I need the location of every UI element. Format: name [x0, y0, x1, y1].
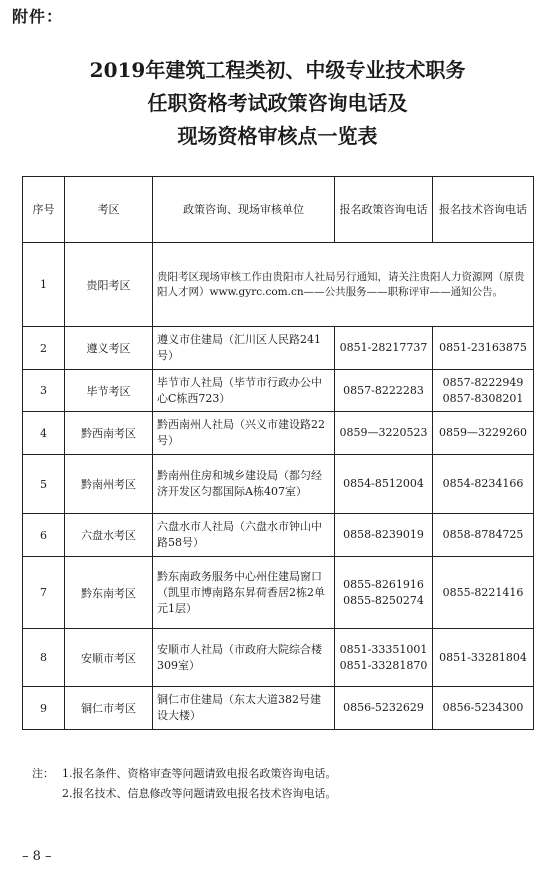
- row-unit: 安顺市人社局（市政府大院综合楼309室）: [153, 629, 335, 687]
- page-number: – 8 –: [22, 849, 52, 864]
- table-row: [23, 514, 534, 557]
- title-line-3: 现场资格审核点一览表: [177, 124, 378, 148]
- row-policy-phone: [335, 687, 433, 730]
- table-row: [23, 557, 534, 629]
- row-district: 安顺市考区: [65, 629, 153, 687]
- row-district: 铜仁市考区: [65, 687, 153, 730]
- phone-number: 0856-5234300: [442, 701, 524, 714]
- row-seq: 1: [23, 243, 65, 327]
- footnote-2: [32, 784, 337, 804]
- phone-number: 0857-8222283: [343, 383, 424, 397]
- phone-number: 0857-8308201: [442, 391, 524, 405]
- row-district: 黔东南考区: [65, 557, 153, 629]
- row-policy-phone: [335, 455, 433, 514]
- table-row: [23, 243, 534, 327]
- row-seq: 3: [23, 370, 65, 412]
- header-policy-phone: 报名政策咨询电话: [335, 177, 433, 243]
- phone-number: 0855-8221416: [442, 585, 524, 599]
- document-title: [0, 54, 555, 153]
- row-seq: 7: [23, 557, 65, 629]
- header-district: 考区: [65, 177, 153, 243]
- contact-table: [22, 176, 534, 730]
- row-policy-phone: [335, 370, 433, 412]
- row-seq: 5: [23, 455, 65, 514]
- table-row: [23, 370, 534, 412]
- row-seq: 6: [23, 514, 65, 557]
- row-district: 黔南州考区: [65, 455, 153, 514]
- footnote-label: 注：: [32, 767, 54, 780]
- phone-number: 0855-8250274: [343, 593, 424, 607]
- footnote-text: 1.报名条件、资格审查等问题请致电报名政策咨询电话。: [62, 767, 337, 780]
- phone-number: 0857-8222949: [442, 375, 524, 389]
- attachment-label: 附件：: [12, 7, 64, 26]
- row-seq: 4: [23, 412, 65, 455]
- row-tech-phone: [433, 514, 534, 557]
- phone-number: 0854-8234166: [442, 477, 524, 490]
- row-tech-phone: [433, 687, 534, 730]
- title-line-1: 2019年建筑工程类初、中级专业技术职务: [89, 58, 466, 82]
- row-district: 遵义考区: [65, 327, 153, 370]
- row-policy-phone: [335, 629, 433, 687]
- row-tech-phone: [433, 455, 534, 514]
- table-row: [23, 455, 534, 514]
- row-policy-phone: [335, 412, 433, 455]
- footnotes: [32, 764, 337, 804]
- row-district: 六盘水考区: [65, 514, 153, 557]
- header-tech-phone: 报名技术咨询电话: [433, 177, 534, 243]
- row-tech-phone: [433, 629, 534, 687]
- phone-number: 0856-5232629: [343, 701, 424, 714]
- phone-number: 0858-8239019: [343, 528, 424, 541]
- row-policy-phone: [335, 514, 433, 557]
- row-notice: 贵阳考区现场审核工作由贵阳市人社局另行通知，请关注贵阳人力资源网（原贵阳人才网）www.gyrc.com.cn——公共服务——职称评审——通知公告。: [153, 243, 534, 327]
- row-district: 黔西南考区: [65, 412, 153, 455]
- header-seq: 序号: [23, 177, 65, 243]
- row-tech-phone: [433, 412, 534, 455]
- phone-number: 0854-8512004: [343, 477, 424, 490]
- row-seq: 2: [23, 327, 65, 370]
- title-line-2: 任职资格考试政策咨询电话及: [147, 91, 408, 115]
- phone-number: 0858-8784725: [442, 528, 524, 541]
- table-row: [23, 687, 534, 730]
- row-district: 毕节考区: [65, 370, 153, 412]
- row-unit: 黔西南州人社局（兴义市建设路22号）: [153, 412, 335, 455]
- row-seq: 9: [23, 687, 65, 730]
- row-tech-phone: [433, 327, 534, 370]
- phone-number: 0851-33351001: [339, 642, 428, 656]
- phone-number: 0851-28217737: [339, 341, 428, 354]
- phone-number: 0855-8261916: [343, 577, 424, 591]
- row-tech-phone: [433, 370, 534, 412]
- phone-number: 0859—3220523: [339, 426, 428, 439]
- row-unit: 铜仁市住建局（东太大道382号建设大楼）: [153, 687, 335, 730]
- row-unit: 遵义市住建局（汇川区人民路241号）: [153, 327, 335, 370]
- row-policy-phone: [335, 557, 433, 629]
- table-header-row: [23, 177, 534, 243]
- footnote-text: 2.报名技术、信息修改等问题请致电报名技术咨询电话。: [62, 787, 337, 800]
- row-unit: 毕节市人社局（毕节市行政办公中心C栋西723）: [153, 370, 335, 412]
- row-unit: 六盘水市人社局（六盘水市钟山中路58号）: [153, 514, 335, 557]
- phone-number: 0859—3229260: [439, 426, 527, 439]
- phone-number: 0851-23163875: [439, 341, 527, 354]
- row-unit: 黔东南政务服务中心州住建局窗口（凯里市博南路东昇荷香居2栋2单元1层）: [153, 557, 335, 629]
- table-row: [23, 412, 534, 455]
- row-unit: 黔南州住房和城乡建设局（都匀经济开发区匀都国际A栋407室）: [153, 455, 335, 514]
- row-tech-phone: [433, 557, 534, 629]
- row-seq: 8: [23, 629, 65, 687]
- table-row: [23, 629, 534, 687]
- header-unit: 政策咨询、现场审核单位: [153, 177, 335, 243]
- row-policy-phone: [335, 327, 433, 370]
- phone-number: 0851-33281870: [339, 658, 428, 672]
- phone-number: 0851-33281804: [439, 650, 527, 664]
- row-district: 贵阳考区: [65, 243, 153, 327]
- footnote-1: [32, 764, 337, 784]
- table-row: [23, 327, 534, 370]
